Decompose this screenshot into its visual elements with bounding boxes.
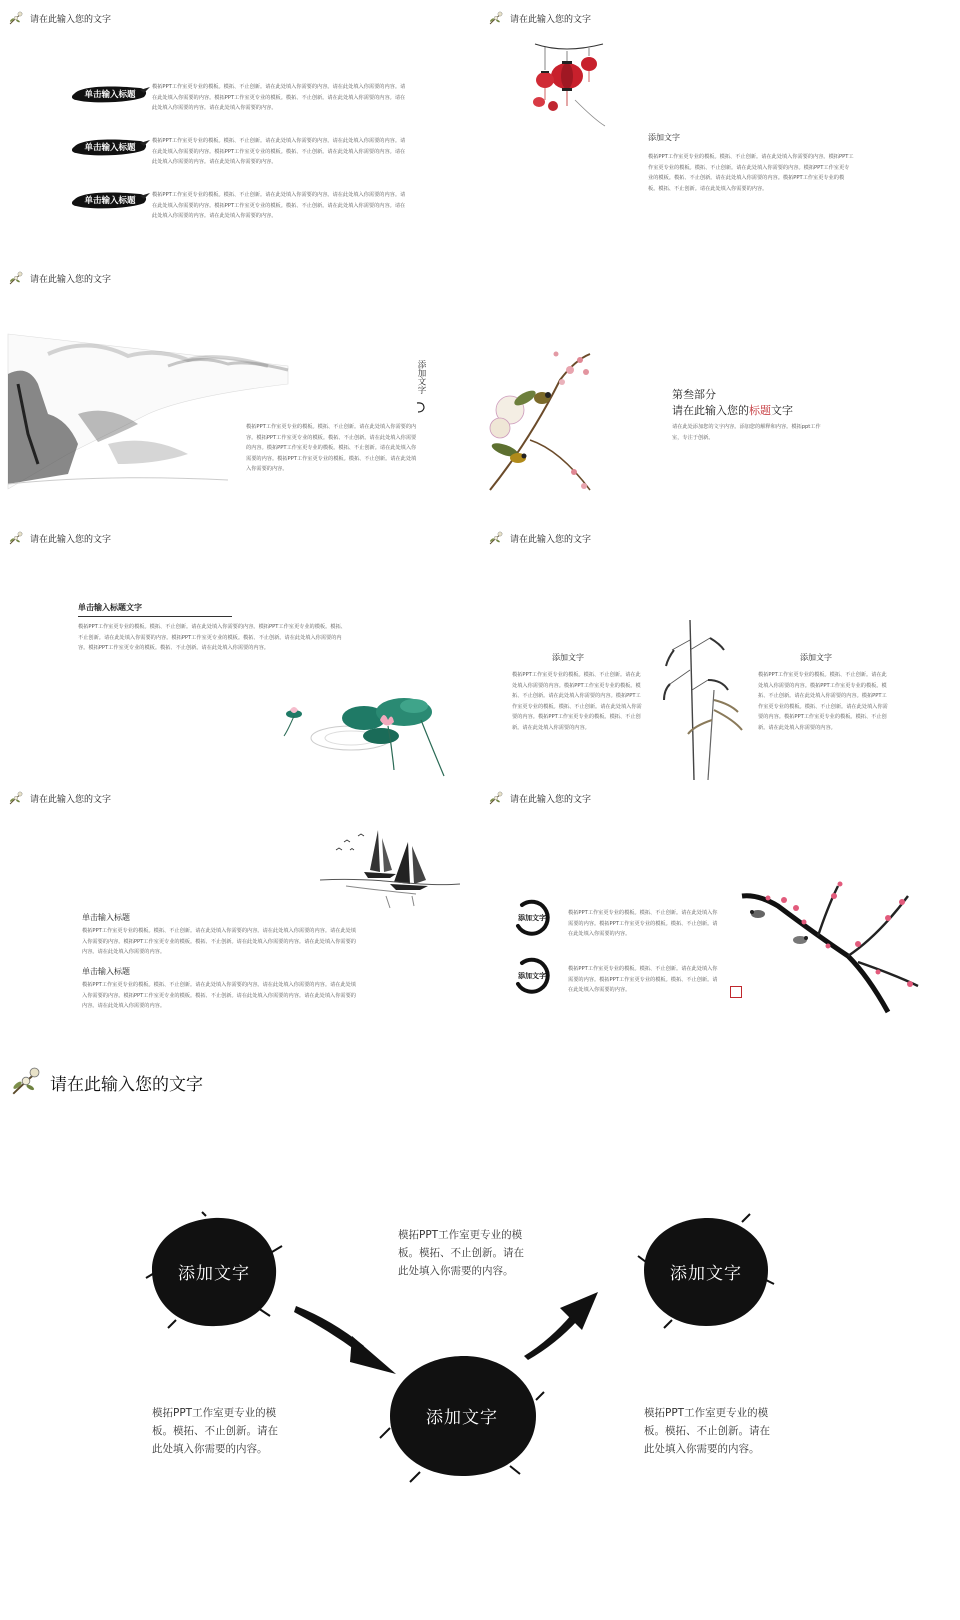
- blossom-sprig-icon: [488, 10, 504, 26]
- circle-label: 添加文字: [178, 1263, 250, 1284]
- ink-circle-middle[interactable]: [380, 1348, 544, 1482]
- section-heading: 单击输入标题文字: [78, 603, 142, 612]
- slide-header: [488, 790, 591, 806]
- paragraph: 模拓PPT工作室更专业的模板。模拓、不止创新。请在此处填入你需要的内容。模拓PPT工作室更专业的模板。模拓、不止创新。请在此处填入你需要的内容。模拓PPT工作室更专业的模板。模拓、不止创新。请在此处填入你需要的内容。模拓PPT工作室更专业的模板。模拓、不止创新。请在此处填入你需要的内容。: [78, 624, 346, 651]
- ink-ring-1[interactable]: [510, 896, 554, 940]
- left-paragraph: 模拓PPT工作室更专业的模板。模拓、不止创新。请在此处填入你需要的内容。模拓PPT工作室更专业的模板。模拓、不止创新。请在此处填入你需要的内容。模拓PPT工作室更专业的模板。模拓、不止创新。请在此处填入你需要的内容。模拓PPT工作室更专业的模板。模拓、不止创新。请在此处填入你需要的内容。: [512, 672, 642, 731]
- page-title: 请在此输入您的文字: [50, 1075, 203, 1095]
- vertical-label: 添加文字: [416, 360, 426, 394]
- header-title: 请在此输入您的文字: [510, 534, 592, 545]
- section-description: 请在此处添加您的文字内容。添加您的解释和内容。模拓ppt工作室，专注于创新。: [672, 424, 821, 441]
- slide-header: [8, 530, 111, 546]
- brush-title-3[interactable]: [70, 190, 150, 210]
- slide-header: [8, 270, 111, 286]
- section-title-prefix: 请在此输入您的: [672, 404, 749, 417]
- blossom-sprig-icon: [8, 530, 24, 546]
- slide-4: [480, 260, 960, 518]
- blossom-sprig-icon: [8, 270, 24, 286]
- blossom-sprig-icon: [8, 1064, 44, 1098]
- slide-8: [480, 780, 960, 1038]
- left-text: 模拓PPT工作室更专业的模板。模拓、不止创新。请在此处填入你需要的内容。: [152, 1407, 278, 1455]
- slide-3: [0, 260, 480, 518]
- paragraph: 模拓PPT工作室更专业的模板。模拓、不止创新。请在此处填入你需要的内容。请在此处填入你需要的内容。请在此处填入你需要的内容。模拓PPT工作室更专业的模板。模拓、不止创新。请在此处填入你需要的内容。请在此处填入你需要的内容。请在此处填入你需要的内容。: [152, 84, 406, 111]
- red-seal-stamp: [730, 986, 742, 998]
- paragraph: 模拓PPT工作室更专业的模板。模拓、不止创新。请在此处填入你需要的内容。模拓PPT工作室更专业的模板。模拓、不止创新。请在此处填入你需要的内容。模拓PPT工作室更专业的模板。模拓、不止创新。请在此处填入你需要的内容。模拓PPT工作室更专业的模板。模拓、不止创新。请在此处填入你需要的内容。: [648, 154, 854, 192]
- brush-title-2[interactable]: [70, 137, 150, 157]
- section-title: [672, 402, 793, 418]
- slide-1: [0, 0, 480, 258]
- flowers-and-birds-image: [470, 340, 605, 505]
- top-text: 模拓PPT工作室更专业的模板。模拓、不止创新。请在此处填入你需要的内容。: [398, 1229, 524, 1277]
- circle-label: 添加文字: [670, 1263, 742, 1284]
- plum-blossom-image: [738, 866, 922, 1016]
- brush-title-label: 单击输入标题: [84, 143, 136, 153]
- right-text: 模拓PPT工作室更专业的模板。模拓、不止创新。请在此处填入你需要的内容。: [644, 1407, 770, 1455]
- blossom-sprig-icon: [488, 790, 504, 806]
- ink-ring-2[interactable]: [510, 954, 554, 998]
- slide-6: [480, 520, 960, 778]
- section-title-suffix: 文字: [771, 404, 793, 417]
- slide-header: [488, 530, 591, 546]
- slide-header: [488, 10, 591, 26]
- brush-title-label: 单击输入标题: [84, 90, 136, 100]
- paragraph: 模拓PPT工作室更专业的模板。模拓、不止创新。请在此处填入你需要的内容。请在此处填入你需要的内容。请在此处填入你需要的内容。模拓PPT工作室更专业的模板。模拓、不止创新。请在此处填入你需要的内容。请在此处填入你需要的内容。请在此处填入你需要的内容。: [152, 138, 406, 165]
- slide-2: [480, 0, 960, 258]
- paragraph-1: 模拓PPT工作室更专业的模板。模拓、不止创新。请在此处填入你需要的内容。模拓PPT工作室更专业的模板。模拓、不止创新。请在此处填入你需要的内容。: [568, 910, 718, 937]
- blossom-sprig-icon: [488, 530, 504, 546]
- paragraph: 模拓PPT工作室更专业的模板。模拓、不止创新。请在此处填入你需要的内容。请在此处填入你需要的内容。请在此处填入你需要的内容。模拓PPT工作室更专业的模板。模拓、不止创新。请在此处填入你需要的内容。请在此处填入你需要的内容。请在此处填入你需要的内容。: [152, 192, 406, 219]
- section-title-accent: 标题: [749, 404, 771, 417]
- slide-9: [0, 1040, 960, 1580]
- blossom-sprig-icon: [8, 790, 24, 806]
- ink-circle-right[interactable]: [638, 1212, 774, 1330]
- header-title: 请在此输入您的文字: [30, 274, 112, 285]
- section-heading: 添加文字: [648, 133, 680, 142]
- lotus-pond-image: [276, 690, 446, 780]
- header-title: 请在此输入您的文字: [30, 534, 112, 545]
- header-title: 请在此输入您的文字: [510, 14, 592, 25]
- right-paragraph: 模拓PPT工作室更专业的模板。模拓、不止创新。请在此处填入你需要的内容。模拓PPT工作室更专业的模板。模拓、不止创新。请在此处填入你需要的内容。模拓PPT工作室更专业的模板。模拓、不止创新。请在此处填入你需要的内容。模拓PPT工作室更专业的模板。模拓、不止创新。请在此处填入你需要的内容。: [758, 672, 888, 731]
- heading-1: 单击输入标题: [82, 913, 130, 922]
- slide-header: [8, 10, 111, 26]
- left-heading: 添加文字: [552, 653, 584, 662]
- circle-label: 添加文字: [426, 1407, 498, 1428]
- paragraph-2: 模拓PPT工作室更专业的模板。模拓、不止创新。请在此处填入你需要的内容。模拓PPT工作室更专业的模板。模拓、不止创新。请在此处填入你需要的内容。: [568, 966, 718, 993]
- brush-arrow-left-icon: [292, 1300, 402, 1380]
- slide-5: [0, 520, 480, 778]
- paragraph-1: 模拓PPT工作室更专业的模板。模拓、不止创新。请在此处填入你需要的内容。请在此处填入你需要的内容。请在此处填入你需要的内容。模拓PPT工作室更专业的模板。模拓、不止创新。请在此处填入你需要的内容。请在此处填入你需要的内容。请在此处填入你需要的内容。: [82, 928, 356, 955]
- heading-2: 单击输入标题: [82, 967, 130, 976]
- part-label: 第叁部分: [672, 388, 716, 401]
- slide-header: [8, 790, 111, 806]
- brush-title-label: 单击输入标题: [84, 196, 136, 206]
- paragraph: 模拓PPT工作室更专业的模板。模拓、不止创新。请在此处填入你需要的内容。模拓PPT工作室更专业的模板。模拓、不止创新。请在此处填入你需要的内容。模拓PPT工作室更专业的模板。模拓、不止创新。请在此处填入你需要的内容。模拓PPT工作室更专业的模板。模拓、不止创新。请在此处填入你需要的内容。: [246, 424, 417, 472]
- heading-underline: [78, 616, 232, 617]
- ring-label: 添加文字: [518, 972, 546, 980]
- swirl-icon: [414, 400, 428, 414]
- paragraph-2: 模拓PPT工作室更专业的模板。模拓、不止创新。请在此处填入你需要的内容。请在此处填入你需要的内容。请在此处填入你需要的内容。模拓PPT工作室更专业的模板。模拓、不止创新。请在此处填入你需要的内容。请在此处填入你需要的内容。请在此处填入你需要的内容。: [82, 982, 356, 1009]
- slide-7: [0, 780, 480, 1038]
- sailboats-image: [316, 820, 462, 910]
- red-lanterns-image: [525, 40, 615, 132]
- bamboo-image: [664, 620, 744, 780]
- header-title: 请在此输入您的文字: [30, 794, 112, 805]
- ring-label: 添加文字: [518, 914, 546, 922]
- brush-arrow-right-icon: [520, 1290, 600, 1360]
- blossom-sprig-icon: [8, 10, 24, 26]
- ink-circle-left[interactable]: [146, 1212, 282, 1330]
- right-heading: 添加文字: [800, 653, 832, 662]
- brush-title-1[interactable]: [70, 84, 150, 104]
- header-title: 请在此输入您的文字: [30, 14, 112, 25]
- header-title: 请在此输入您的文字: [510, 794, 592, 805]
